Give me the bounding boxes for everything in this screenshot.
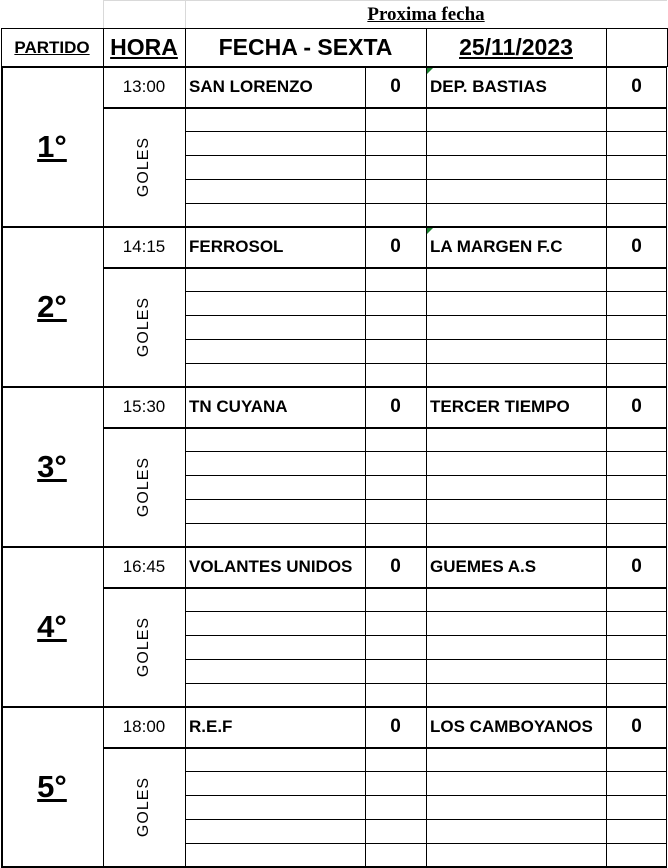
goles-label-text: GOLES (134, 456, 152, 518)
home-score: 0 (390, 236, 401, 257)
goal-row-divider (185, 523, 667, 524)
match-time: 16:45 (122, 557, 166, 576)
match-row-divider (103, 747, 667, 749)
home-score: 0 (390, 76, 401, 97)
header-hora: HORA (110, 34, 178, 60)
home-score: 0 (390, 556, 401, 577)
header-partido: PARTIDO (14, 37, 90, 57)
home-score: 0 (390, 716, 401, 737)
goles-label-text: GOLES (134, 776, 152, 838)
goal-row-divider (185, 203, 667, 204)
away-score: 0 (631, 716, 642, 737)
goal-row-divider (185, 363, 667, 364)
goal-row-divider (185, 611, 667, 612)
match-number: 2° (37, 289, 67, 324)
goal-row-divider (185, 315, 667, 316)
home-team: FERROSOL (189, 237, 284, 256)
match-time: 15:30 (122, 397, 166, 416)
goal-row-divider (185, 635, 667, 636)
goal-row-divider (185, 179, 667, 180)
away-team: LOS CAMBOYANOS (430, 717, 593, 736)
home-team: R.E.F (189, 717, 233, 736)
match-row-divider (103, 587, 667, 589)
match-number: 4° (37, 609, 67, 644)
home-team: SAN LORENZO (189, 77, 313, 96)
goles-label-text: GOLES (134, 296, 152, 358)
match-time: 13:00 (122, 77, 166, 96)
home-score: 0 (390, 396, 401, 417)
goal-row-divider (185, 451, 667, 452)
away-team: TERCER TIEMPO (430, 397, 570, 416)
header-date: 25/11/2023 (459, 34, 573, 60)
away-score: 0 (631, 556, 642, 577)
match-number: 3° (37, 449, 67, 484)
goal-row-divider (185, 819, 667, 820)
goal-row-divider (185, 771, 667, 772)
away-score: 0 (631, 236, 642, 257)
goal-row-divider (185, 843, 667, 844)
away-team: GUEMES A.S (430, 557, 537, 576)
home-team: VOLANTES UNIDOS (189, 557, 353, 576)
home-team: TN CUYANA (189, 397, 288, 416)
header-fecha: FECHA - SEXTA (218, 34, 393, 60)
top-grid-line-vertical (103, 0, 104, 28)
goles-label (103, 427, 185, 547)
goles-label (103, 587, 185, 707)
top-grid-line (103, 0, 667, 1)
goles-label (103, 747, 185, 867)
goal-row-divider (185, 339, 667, 340)
goal-row-divider (185, 499, 667, 500)
header-column-divider (606, 28, 607, 67)
away-score: 0 (631, 396, 642, 417)
match-row-divider (103, 267, 667, 269)
page-title: Proxima fecha (367, 4, 485, 25)
goal-row-divider (185, 659, 667, 660)
match-row-divider (103, 107, 667, 109)
away-team: DEP. BASTIAS (430, 77, 547, 96)
away-team: LA MARGEN F.C (430, 237, 563, 256)
goal-row-divider (185, 131, 667, 132)
away-score: 0 (631, 76, 642, 97)
match-time: 14:15 (122, 237, 166, 256)
goal-row-divider (185, 795, 667, 796)
match-number: 1° (37, 129, 67, 164)
goles-label (103, 267, 185, 387)
goles-label-text: GOLES (134, 616, 152, 678)
goles-label-text: GOLES (134, 136, 152, 198)
goal-row-divider (185, 155, 667, 156)
goal-row-divider (185, 683, 667, 684)
match-row-divider (103, 427, 667, 429)
goal-row-divider (185, 475, 667, 476)
match-number: 5° (37, 769, 67, 804)
goal-row-divider (185, 291, 667, 292)
match-time: 18:00 (122, 717, 166, 736)
goles-label (103, 107, 185, 227)
